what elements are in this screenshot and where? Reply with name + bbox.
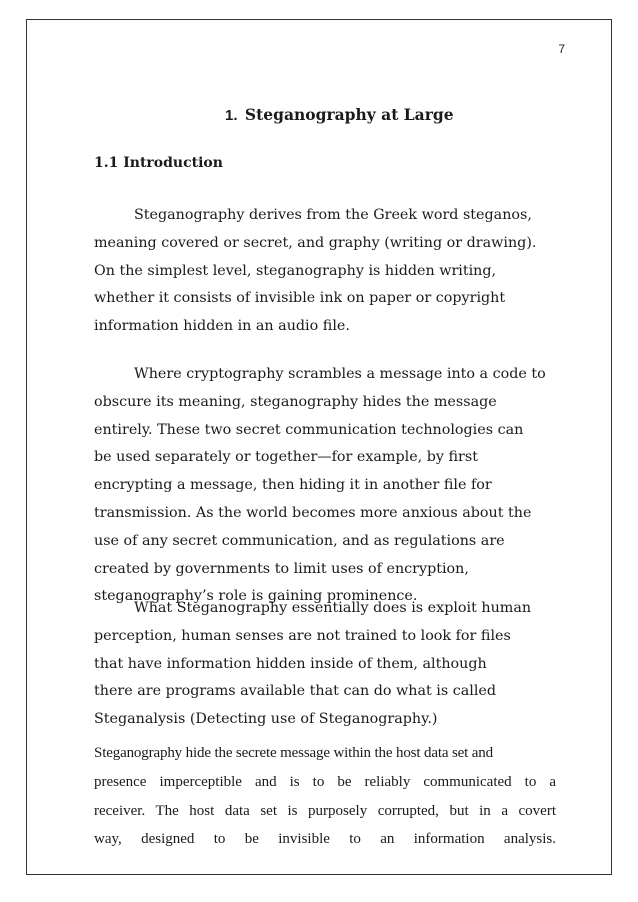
chapter-title xyxy=(225,105,555,124)
chapter-number: 1. xyxy=(225,107,238,124)
paragraph-line: Steganography derives from the Greek word steganos, xyxy=(134,207,532,223)
paragraph-etymology xyxy=(94,202,536,341)
paragraph-host-data xyxy=(94,739,556,854)
paragraph-line: encrypting a message, then hiding it in another file for xyxy=(94,477,492,494)
paragraph-line: created by governments to limit uses of encryption, xyxy=(94,560,469,577)
paragraph-line: that have information hidden inside of them, although xyxy=(94,655,487,672)
paragraph-cryptography xyxy=(94,361,546,611)
paragraph-line: On the simplest level, steganography is hidden writing, xyxy=(94,262,497,279)
paragraph-line: presence imperceptible and is to be reliably communicated to a xyxy=(94,773,556,790)
paragraph-line: What Steganography essentially does is exploit human xyxy=(134,600,532,616)
paragraph-line: transmission. As the world becomes more anxious about the xyxy=(94,504,532,521)
paragraph-line: obscure its meaning, steganography hides the message xyxy=(94,393,497,410)
paragraph-perception xyxy=(94,595,531,734)
page-number: 7 xyxy=(558,42,565,56)
paragraph-line: there are programs available that can do what is called xyxy=(94,683,497,700)
paragraph-line: Steganalysis (Detecting use of Steganography.) xyxy=(94,711,438,728)
paragraph-line: Where cryptography scrambles a message into a code to xyxy=(134,366,546,382)
paragraph-line: be used separately or together—for example, by first xyxy=(94,449,478,466)
paragraph-line: way, designed to be invisible to an information analysis. xyxy=(94,831,556,848)
paragraph-line: meaning covered or secret, and graphy (writing or drawing). xyxy=(94,234,537,251)
paragraph-line: Steganography hide the secrete message within the host data set and xyxy=(94,745,493,761)
paragraph-line: steganography’s role is gaining prominence. xyxy=(94,588,418,605)
section-heading: 1.1 Introduction xyxy=(94,155,223,171)
paragraph-line: information hidden in an audio file. xyxy=(94,318,350,335)
paragraph-line: receiver. The host data set is purposely corrupted, but in a covert xyxy=(94,802,556,819)
paragraph-line: entirely. These two secret communication technologies can xyxy=(94,421,524,438)
paragraph-line: whether it consists of invisible ink on paper or copyright xyxy=(94,290,506,307)
paragraph-line: use of any secret communication, and as regulations are xyxy=(94,532,505,549)
chapter-title-text: Steganography at Large xyxy=(244,105,454,124)
paragraph-line: perception, human senses are not trained to look for files xyxy=(94,627,511,644)
